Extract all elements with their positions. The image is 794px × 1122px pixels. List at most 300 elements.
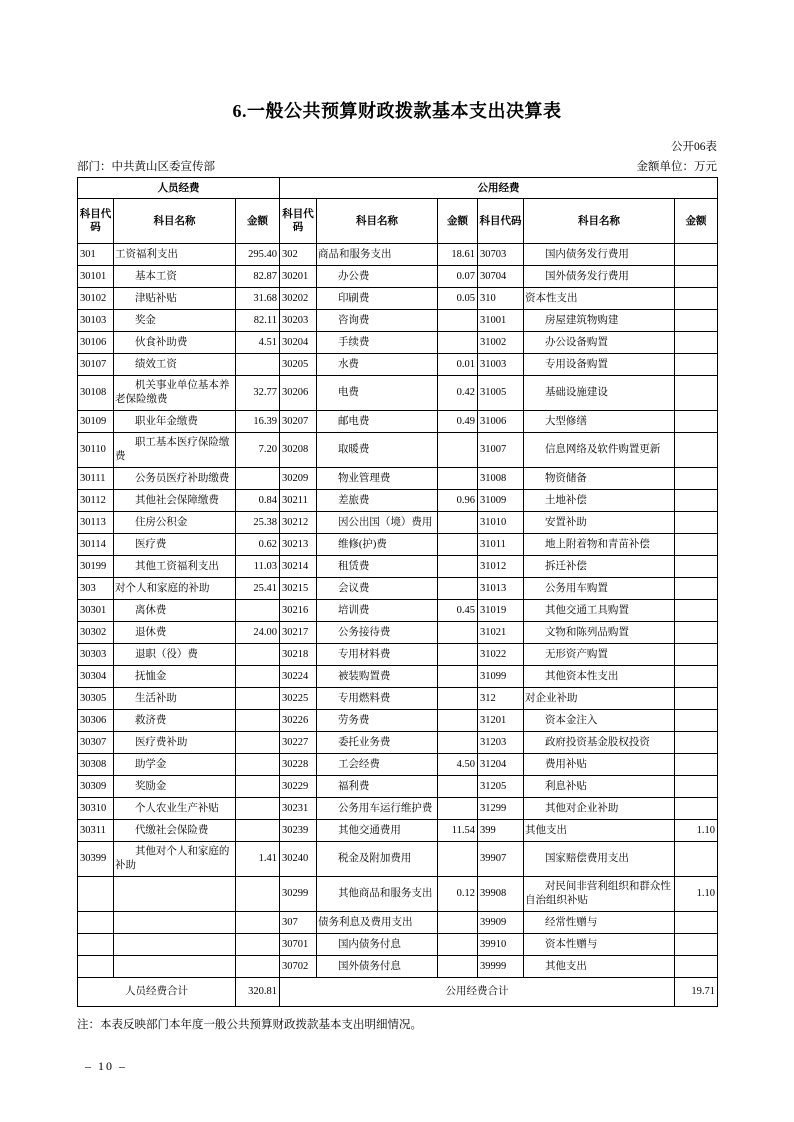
table-row — [78, 688, 718, 710]
subject-code-cell: 30301 — [78, 600, 114, 622]
amount-cell — [236, 912, 280, 934]
subject-code-cell: 30215 — [280, 578, 317, 600]
subject-code-cell — [78, 912, 114, 934]
subject-name-cell: 培训费 — [317, 600, 438, 622]
amount-cell — [236, 644, 280, 666]
page-title: 6.一般公共预算财政拨款基本支出决算表 — [232, 101, 562, 121]
amount-cell — [675, 376, 718, 411]
subject-code-cell: 301 — [78, 244, 114, 266]
amount-cell — [675, 732, 718, 754]
amount-cell — [236, 754, 280, 776]
amount-cell: 0.07 — [438, 266, 478, 288]
amount-cell — [675, 556, 718, 578]
subject-name-cell: 土地补偿 — [524, 490, 675, 512]
col-header-name: 科目名称 — [524, 199, 675, 244]
amount-cell: 0.62 — [236, 534, 280, 556]
subject-name-cell: 专用设备购置 — [524, 354, 675, 376]
subject-name-cell: 政府投资基金股权投资 — [524, 732, 675, 754]
col-header-name: 科目名称 — [114, 199, 236, 244]
table-row — [78, 534, 718, 556]
amount-cell — [438, 934, 478, 956]
subject-name-cell: 绩效工资 — [114, 354, 236, 376]
subject-name-cell: 费用补贴 — [524, 754, 675, 776]
subject-code-cell: 30102 — [78, 288, 114, 310]
amount-cell — [675, 600, 718, 622]
col-header-code: 科目代码 — [280, 199, 317, 244]
subject-name-cell: 离休费 — [114, 600, 236, 622]
col-header-code: 科目代码 — [478, 199, 524, 244]
table-row — [78, 798, 718, 820]
subject-name-cell: 房屋建筑物购建 — [524, 310, 675, 332]
subject-name-cell: 医疗费 — [114, 534, 236, 556]
amount-cell: 1.10 — [675, 820, 718, 842]
subject-name-cell: 会议费 — [317, 578, 438, 600]
subject-code-cell: 31011 — [478, 534, 524, 556]
amount-cell — [236, 798, 280, 820]
subject-code-cell: 31201 — [478, 710, 524, 732]
subject-name-cell: 公务用车运行维护费 — [317, 798, 438, 820]
subject-code-cell: 30309 — [78, 776, 114, 798]
table-row — [78, 354, 718, 376]
subject-code-cell: 31005 — [478, 376, 524, 411]
subject-name-cell: 退休费 — [114, 622, 236, 644]
subject-name-cell: 国外债务付息 — [317, 956, 438, 978]
subject-code-cell: 30107 — [78, 354, 114, 376]
subject-code-cell: 30110 — [78, 433, 114, 468]
subject-code-cell: 30208 — [280, 433, 317, 468]
subject-code-cell: 31203 — [478, 732, 524, 754]
subject-code-cell: 30114 — [78, 534, 114, 556]
subject-code-cell — [78, 877, 114, 912]
subject-name-cell: 手续费 — [317, 332, 438, 354]
unit-label: 金额单位：万元 — [636, 161, 717, 173]
subject-name-cell: 资本性赠与 — [524, 934, 675, 956]
table-row — [78, 644, 718, 666]
amount-cell — [236, 934, 280, 956]
amount-cell — [675, 754, 718, 776]
amount-cell — [438, 688, 478, 710]
amount-cell — [236, 354, 280, 376]
amount-cell — [438, 644, 478, 666]
subject-name-cell: 被装购置费 — [317, 666, 438, 688]
table-row — [78, 433, 718, 468]
subject-code-cell: 30112 — [78, 490, 114, 512]
table-row — [78, 912, 718, 934]
subject-name-cell: 电费 — [317, 376, 438, 411]
group-header-row — [78, 178, 718, 199]
col-header-name: 科目名称 — [317, 199, 438, 244]
subject-code-cell: 30307 — [78, 732, 114, 754]
subject-code-cell: 30111 — [78, 468, 114, 490]
subject-name-cell: 取暖费 — [317, 433, 438, 468]
public-total-label: 公用经费合计 — [280, 978, 675, 1007]
amount-cell — [675, 842, 718, 877]
subject-code-cell: 31022 — [478, 644, 524, 666]
subject-code-cell: 30303 — [78, 644, 114, 666]
subject-name-cell: 其他对个人和家庭的补助 — [114, 842, 236, 877]
subject-code-cell: 30311 — [78, 820, 114, 842]
subject-code-cell: 312 — [478, 688, 524, 710]
subject-code-cell: 30204 — [280, 332, 317, 354]
subject-name-cell: 无形资产购置 — [524, 644, 675, 666]
table-row — [78, 512, 718, 534]
note-text: 注：本表反映部门本年度一般公共预算财政拨款基本支出明细情况。 — [77, 1019, 422, 1031]
subject-name-cell: 安置补助 — [524, 512, 675, 534]
amount-cell: 82.87 — [236, 266, 280, 288]
subject-code-cell: 307 — [280, 912, 317, 934]
amount-cell: 1.10 — [675, 877, 718, 912]
amount-cell — [236, 956, 280, 978]
subject-code-cell: 31009 — [478, 490, 524, 512]
subject-name-cell: 生活补助 — [114, 688, 236, 710]
subject-name-cell: 专用材料费 — [317, 644, 438, 666]
subject-code-cell: 30214 — [280, 556, 317, 578]
col-header-code: 科目代码 — [78, 199, 114, 244]
subject-code-cell: 30308 — [78, 754, 114, 776]
subject-name-cell: 基本工资 — [114, 266, 236, 288]
amount-cell: 25.38 — [236, 512, 280, 534]
subject-code-cell: 30109 — [78, 411, 114, 433]
subject-code-cell: 31204 — [478, 754, 524, 776]
amount-cell — [438, 842, 478, 877]
subject-name-cell: 其他支出 — [524, 956, 675, 978]
subject-name-cell: 退职（役）费 — [114, 644, 236, 666]
amount-cell — [236, 468, 280, 490]
subject-name-cell: 国家赔偿费用支出 — [524, 842, 675, 877]
subject-code-cell: 31002 — [478, 332, 524, 354]
amount-cell — [675, 622, 718, 644]
subject-code-cell: 30206 — [280, 376, 317, 411]
totals-row — [78, 978, 718, 1007]
table-header — [78, 178, 718, 244]
subject-name-cell: 办公费 — [317, 266, 438, 288]
amount-cell: 0.05 — [438, 288, 478, 310]
subject-code-cell: 31003 — [478, 354, 524, 376]
subject-code-cell: 31205 — [478, 776, 524, 798]
amount-cell — [675, 912, 718, 934]
subject-code-cell: 39999 — [478, 956, 524, 978]
subject-name-cell: 职业年金缴费 — [114, 411, 236, 433]
subject-code-cell: 31010 — [478, 512, 524, 534]
subject-code-cell: 30701 — [280, 934, 317, 956]
subject-name-cell: 其他交通费用 — [317, 820, 438, 842]
subject-code-cell: 30218 — [280, 644, 317, 666]
table-row — [78, 556, 718, 578]
amount-cell — [236, 600, 280, 622]
table-row — [78, 468, 718, 490]
subject-code-cell: 39907 — [478, 842, 524, 877]
amount-cell — [675, 490, 718, 512]
subject-name-cell — [114, 877, 236, 912]
subject-name-cell: 租赁费 — [317, 556, 438, 578]
subject-code-cell — [78, 934, 114, 956]
subject-name-cell: 其他工资福利支出 — [114, 556, 236, 578]
amount-cell — [438, 956, 478, 978]
table-row — [78, 288, 718, 310]
subject-code-cell: 31001 — [478, 310, 524, 332]
amount-cell — [438, 556, 478, 578]
col-header-amount: 金额 — [675, 199, 718, 244]
subject-name-cell: 印刷费 — [317, 288, 438, 310]
meta-row — [77, 158, 717, 174]
page-number: – 10 – — [85, 1059, 127, 1073]
subject-name-cell: 资本性支出 — [524, 288, 675, 310]
amount-cell — [675, 578, 718, 600]
subject-name-cell: 公务用车购置 — [524, 578, 675, 600]
amount-cell — [438, 534, 478, 556]
table-body — [78, 244, 718, 978]
subject-name-cell: 维修(护)费 — [317, 534, 438, 556]
subject-name-cell: 对企业补助 — [524, 688, 675, 710]
subject-code-cell: 30207 — [280, 411, 317, 433]
table-row — [78, 411, 718, 433]
amount-cell — [438, 732, 478, 754]
subject-code-cell: 31008 — [478, 468, 524, 490]
subject-code-cell: 30226 — [280, 710, 317, 732]
subject-name-cell: 其他支出 — [524, 820, 675, 842]
subject-name-cell — [114, 956, 236, 978]
personnel-total-amount: 320.81 — [236, 978, 280, 1007]
table-row — [78, 776, 718, 798]
subject-code-cell: 39909 — [478, 912, 524, 934]
amount-cell — [675, 798, 718, 820]
personnel-total-label: 人员经费合计 — [78, 978, 236, 1007]
subject-code-cell: 30202 — [280, 288, 317, 310]
subject-name-cell: 助学金 — [114, 754, 236, 776]
amount-cell — [236, 710, 280, 732]
subject-code-cell: 30203 — [280, 310, 317, 332]
subject-code-cell: 302 — [280, 244, 317, 266]
subject-name-cell: 公务员医疗补助缴费 — [114, 468, 236, 490]
subject-name-cell: 救济费 — [114, 710, 236, 732]
subject-name-cell — [114, 934, 236, 956]
table-row — [78, 732, 718, 754]
subject-name-cell: 机关事业单位基本养老保险缴费 — [114, 376, 236, 411]
subject-name-cell: 差旅费 — [317, 490, 438, 512]
amount-cell — [236, 688, 280, 710]
amount-cell — [675, 411, 718, 433]
subject-code-cell: 31013 — [478, 578, 524, 600]
amount-cell — [236, 877, 280, 912]
table-row — [78, 244, 718, 266]
amount-cell — [675, 468, 718, 490]
subject-code-cell: 30217 — [280, 622, 317, 644]
subject-name-cell: 抚恤金 — [114, 666, 236, 688]
subject-code-cell: 30229 — [280, 776, 317, 798]
subject-code-cell: 31007 — [478, 433, 524, 468]
subject-code-cell: 30101 — [78, 266, 114, 288]
table-row — [78, 842, 718, 877]
subject-name-cell: 国内债务付息 — [317, 934, 438, 956]
subject-name-cell: 劳务费 — [317, 710, 438, 732]
table-row — [78, 710, 718, 732]
table-row — [78, 877, 718, 912]
table-row — [78, 754, 718, 776]
subject-code-cell: 30108 — [78, 376, 114, 411]
amount-cell: 24.00 — [236, 622, 280, 644]
group-public-header: 公用经费 — [280, 178, 718, 199]
subject-name-cell: 其他商品和服务支出 — [317, 877, 438, 912]
amount-cell: 25.41 — [236, 578, 280, 600]
amount-cell — [675, 433, 718, 468]
table-row — [78, 376, 718, 411]
subject-name-cell — [114, 912, 236, 934]
table-row — [78, 310, 718, 332]
subject-code-cell — [78, 956, 114, 978]
subject-code-cell: 30103 — [78, 310, 114, 332]
budget-table — [77, 177, 718, 1007]
subject-code-cell: 30216 — [280, 600, 317, 622]
subject-code-cell: 39910 — [478, 934, 524, 956]
subject-code-cell: 30704 — [478, 266, 524, 288]
subject-code-cell: 30227 — [280, 732, 317, 754]
amount-cell — [675, 288, 718, 310]
subject-name-cell: 津贴补贴 — [114, 288, 236, 310]
subject-name-cell: 公务接待费 — [317, 622, 438, 644]
col-header-amount: 金额 — [236, 199, 280, 244]
amount-cell — [675, 776, 718, 798]
subject-name-cell: 住房公积金 — [114, 512, 236, 534]
subject-code-cell: 31099 — [478, 666, 524, 688]
subject-name-cell: 因公出国（境）费用 — [317, 512, 438, 534]
subject-code-cell: 30299 — [280, 877, 317, 912]
subject-code-cell: 30212 — [280, 512, 317, 534]
subject-name-cell: 利息补贴 — [524, 776, 675, 798]
amount-cell — [438, 622, 478, 644]
subject-code-cell: 399 — [478, 820, 524, 842]
subject-name-cell: 信息网络及软件购置更新 — [524, 433, 675, 468]
amount-cell — [236, 776, 280, 798]
amount-cell — [438, 332, 478, 354]
subject-name-cell: 工会经费 — [317, 754, 438, 776]
subject-code-cell: 30228 — [280, 754, 317, 776]
table-label: 公开06表 — [671, 141, 717, 153]
subject-name-cell: 资本金注入 — [524, 710, 675, 732]
subject-name-cell: 医疗费补助 — [114, 732, 236, 754]
amount-cell: 0.12 — [438, 877, 478, 912]
amount-cell — [438, 710, 478, 732]
amount-cell: 32.77 — [236, 376, 280, 411]
subject-code-cell: 30213 — [280, 534, 317, 556]
table-row — [78, 600, 718, 622]
amount-cell — [675, 354, 718, 376]
subject-code-cell: 30224 — [280, 666, 317, 688]
table-row — [78, 266, 718, 288]
amount-cell: 0.96 — [438, 490, 478, 512]
subject-name-cell: 大型修缮 — [524, 411, 675, 433]
subject-name-cell: 其他交通工具购置 — [524, 600, 675, 622]
subject-code-cell: 30703 — [478, 244, 524, 266]
amount-cell: 0.49 — [438, 411, 478, 433]
public-total-amount: 19.71 — [675, 978, 718, 1007]
subject-code-cell: 30231 — [280, 798, 317, 820]
amount-cell — [675, 934, 718, 956]
amount-cell — [675, 332, 718, 354]
table-row — [78, 666, 718, 688]
amount-cell — [675, 534, 718, 556]
amount-cell: 7.20 — [236, 433, 280, 468]
amount-cell — [438, 433, 478, 468]
amount-cell — [675, 512, 718, 534]
subject-code-cell: 30399 — [78, 842, 114, 877]
subject-code-cell: 30205 — [280, 354, 317, 376]
subject-name-cell: 其他资本性支出 — [524, 666, 675, 688]
amount-cell: 4.51 — [236, 332, 280, 354]
subject-name-cell: 商品和服务支出 — [317, 244, 438, 266]
subject-code-cell: 303 — [78, 578, 114, 600]
amount-cell — [675, 956, 718, 978]
subject-code-cell: 31012 — [478, 556, 524, 578]
amount-cell — [236, 732, 280, 754]
subject-name-cell: 税金及附加费用 — [317, 842, 438, 877]
amount-cell — [675, 666, 718, 688]
subject-code-cell: 30304 — [78, 666, 114, 688]
department-label: 部门：中共黄山区委宣传部 — [77, 161, 215, 173]
subject-code-cell: 30310 — [78, 798, 114, 820]
subject-name-cell: 其他对企业补助 — [524, 798, 675, 820]
column-header-row — [78, 199, 718, 244]
amount-cell — [438, 468, 478, 490]
amount-cell — [675, 710, 718, 732]
subject-name-cell: 经常性赠与 — [524, 912, 675, 934]
subject-name-cell: 地上附着物和青苗补偿 — [524, 534, 675, 556]
amount-cell: 11.03 — [236, 556, 280, 578]
subject-name-cell: 拆迁补偿 — [524, 556, 675, 578]
subject-name-cell: 物业管理费 — [317, 468, 438, 490]
amount-cell — [438, 798, 478, 820]
subject-code-cell: 30225 — [280, 688, 317, 710]
amount-cell: 82.11 — [236, 310, 280, 332]
table-row — [78, 578, 718, 600]
subject-name-cell: 个人农业生产补贴 — [114, 798, 236, 820]
subject-code-cell: 30302 — [78, 622, 114, 644]
subject-name-cell: 委托业务费 — [317, 732, 438, 754]
amount-cell — [438, 666, 478, 688]
amount-cell: 0.45 — [438, 600, 478, 622]
subject-name-cell: 水费 — [317, 354, 438, 376]
table-row — [78, 332, 718, 354]
amount-cell: 0.01 — [438, 354, 478, 376]
amount-cell — [438, 776, 478, 798]
amount-cell — [438, 912, 478, 934]
amount-cell: 4.50 — [438, 754, 478, 776]
table-row — [78, 490, 718, 512]
subject-name-cell: 文物和陈列品购置 — [524, 622, 675, 644]
content-area — [77, 0, 717, 1074]
group-personnel-header: 人员经费 — [78, 178, 280, 199]
subject-code-cell: 30209 — [280, 468, 317, 490]
table-row — [78, 934, 718, 956]
subject-code-cell: 39908 — [478, 877, 524, 912]
amount-cell: 1.41 — [236, 842, 280, 877]
amount-cell: 18.61 — [438, 244, 478, 266]
subject-name-cell: 奖金 — [114, 310, 236, 332]
subject-name-cell: 对民间非营利组织和群众性自治组织补贴 — [524, 877, 675, 912]
amount-cell: 295.40 — [236, 244, 280, 266]
subject-code-cell: 30199 — [78, 556, 114, 578]
subject-name-cell: 其他社会保障缴费 — [114, 490, 236, 512]
subject-name-cell: 工资福利支出 — [114, 244, 236, 266]
subject-name-cell: 专用燃料费 — [317, 688, 438, 710]
subject-code-cell: 30239 — [280, 820, 317, 842]
table-row — [78, 956, 718, 978]
subject-code-cell: 31006 — [478, 411, 524, 433]
subject-name-cell: 邮电费 — [317, 411, 438, 433]
subject-code-cell: 31019 — [478, 600, 524, 622]
subject-code-cell: 30113 — [78, 512, 114, 534]
subject-name-cell: 对个人和家庭的补助 — [114, 578, 236, 600]
amount-cell — [675, 266, 718, 288]
